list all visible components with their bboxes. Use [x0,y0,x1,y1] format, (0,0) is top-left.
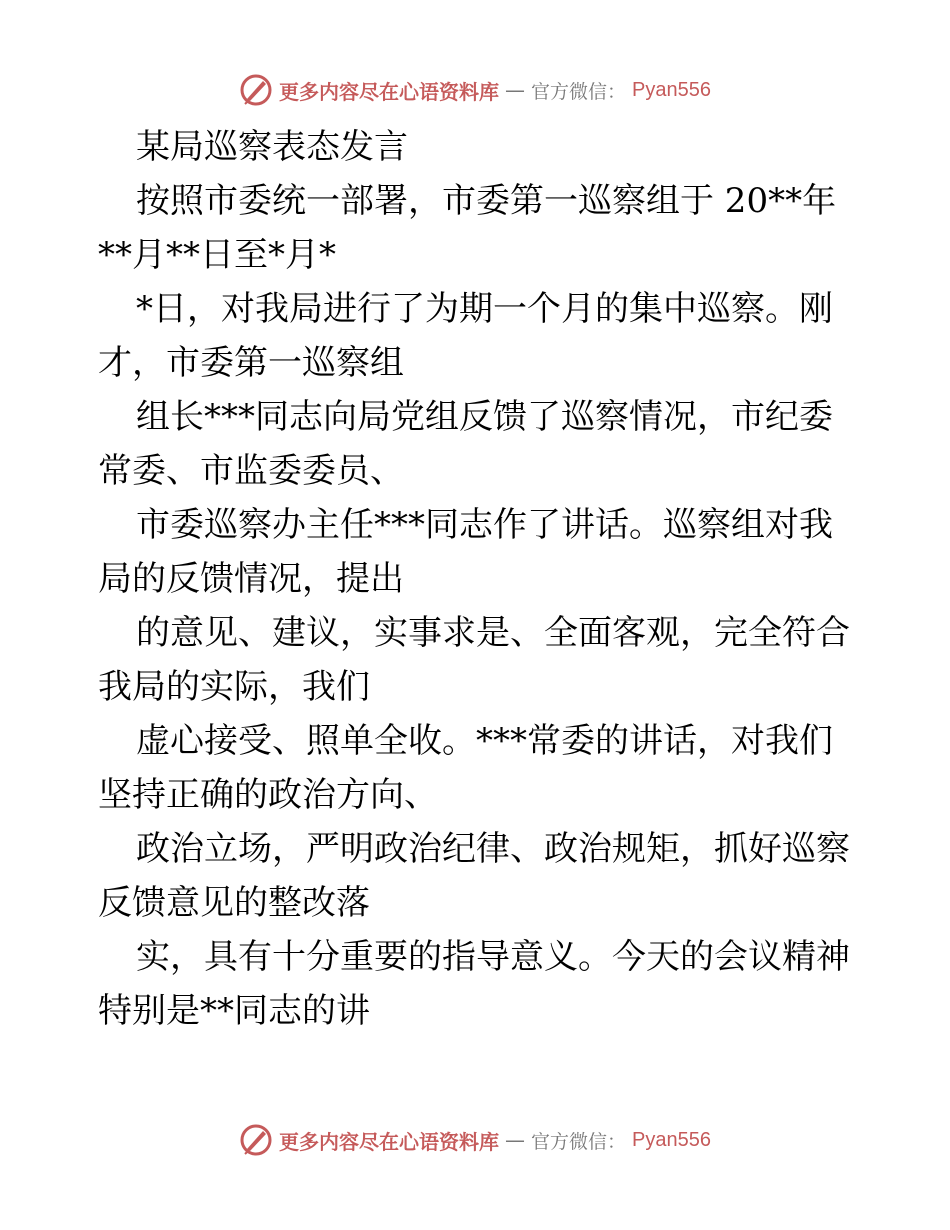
paragraph-line: 的意见、建议，实事求是、全面客观，完全符合 [136,613,850,653]
paragraph-line: 我局的实际，我们 [98,667,370,707]
paragraph-line: 组长***同志向局党组反馈了巡察情况，市纪委 [136,397,833,437]
paragraph-line: 政治立场，严明政治纪律、政治规矩，抓好巡察 [136,829,850,869]
paragraph-line: 常委、市监委委员、 [98,451,404,491]
document-title: 某局巡察表态发言 [136,127,408,167]
paragraph-line: 坚持正确的政治方向、 [98,775,438,815]
paragraph-line: 虚心接受、照单全收。***常委的讲话，对我们 [136,721,833,761]
header-banner [0,70,950,110]
promo-text: 更多内容尽在心语资料库 [279,1129,499,1154]
paragraph-line: 特别是**同志的讲 [98,991,370,1031]
document-body [98,120,858,1038]
wechat-id: Pyan556 [632,1128,711,1151]
paragraph-line: 市委巡察办主任***同志作了讲话。巡察组对我 [136,505,833,545]
paragraph-line: *日，对我局进行了为期一个月的集中巡察。刚 [136,289,833,329]
wechat-label: 官方微信： [531,80,627,103]
quill-circle-logo-icon [239,1123,273,1157]
wechat-label: 官方微信： [531,1130,627,1153]
paragraph-line: 才，市委第一巡察组 [98,343,404,383]
promo-text: 更多内容尽在心语资料库 [279,79,499,104]
paragraph-line: 反馈意见的整改落 [98,883,370,923]
paragraph-line: 局的反馈情况，提出 [98,559,404,599]
promo-dash: — [505,1128,525,1152]
wechat-id: Pyan556 [632,78,711,101]
paragraph-line: 实，具有十分重要的指导意义。今天的会议精神 [136,937,850,977]
quill-circle-logo-icon [239,73,273,107]
paragraph-line: 按照市委统一部署，市委第一巡察组于 20**年 [136,181,837,221]
paragraph-line: **月**日至*月* [98,235,336,275]
promo-dash: — [505,78,525,102]
footer-banner [0,1120,950,1160]
